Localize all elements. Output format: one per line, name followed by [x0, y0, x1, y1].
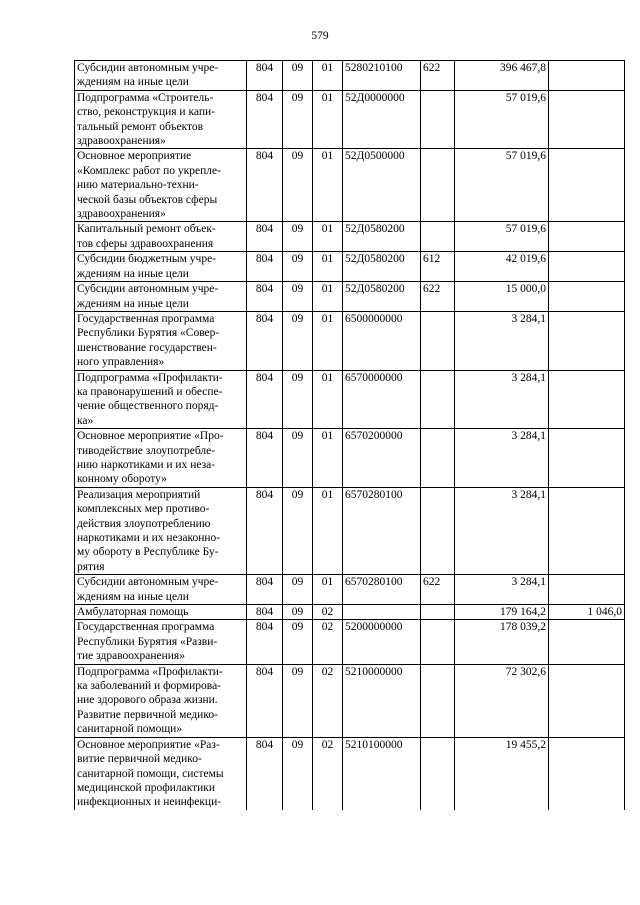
expense-type-cell — [421, 664, 455, 737]
target-article-cell: 6570280100 — [343, 575, 421, 605]
budget-table — [74, 60, 625, 810]
expense-name-line: витие первичной медико- — [77, 753, 202, 766]
ministry-code-cell: 804 — [247, 429, 283, 488]
amount-cell: 57 019,6 — [455, 90, 549, 149]
expense-name-line: рятия — [77, 560, 105, 573]
target-article-cell: 5280210100 — [343, 61, 421, 91]
expense-name-line: ка заболеваний и формирова- — [77, 680, 222, 693]
section-code-cell: 09 — [283, 429, 313, 488]
subsection-code-cell: 01 — [313, 282, 343, 312]
expense-name-line: комплексных мер противо- — [77, 503, 210, 516]
expense-type-cell: 612 — [421, 252, 455, 282]
expense-name-line: действия злоупотреблению — [77, 517, 211, 530]
target-article-cell — [343, 605, 421, 620]
ministry-code-cell: 804 — [247, 664, 283, 737]
expense-name-line: Республики Бурятия «Совер- — [77, 327, 220, 340]
expense-name-cell — [75, 90, 247, 149]
expense-name-line: ческой базы объектов сферы — [77, 193, 218, 206]
expense-name-line: Основное мероприятие «Про- — [77, 430, 224, 443]
expense-name-line: Субсидии бюджетным учре- — [77, 253, 217, 266]
expense-name-line: Государственная программа — [77, 312, 215, 325]
subsection-code-cell: 01 — [313, 311, 343, 370]
expense-name-line: Развитие первичной медико- — [77, 708, 218, 721]
expense-name-line: тие здравоохранения» — [77, 650, 185, 663]
subsection-code-cell: 01 — [313, 90, 343, 149]
expense-name-cell — [75, 370, 247, 429]
expense-name-line: шенствование государствен- — [77, 341, 217, 354]
expense-name-line: нию материально-техни- — [77, 179, 199, 192]
expense-name-line: Основное мероприятие «Раз- — [77, 738, 220, 751]
expense-name-line: ждениям на иные цели — [77, 297, 189, 310]
expense-type-cell — [421, 620, 455, 664]
expense-name-cell — [75, 487, 247, 574]
expense-name-line: Подпрограмма «Профилакти- — [77, 371, 223, 384]
expense-name-line: Субсидии автономным учре- — [77, 283, 219, 296]
expense-name-cell — [75, 575, 247, 605]
ministry-code-cell: 804 — [247, 605, 283, 620]
subsection-code-cell: 01 — [313, 149, 343, 222]
section-code-cell: 09 — [283, 311, 313, 370]
additional-amount-cell — [549, 429, 625, 488]
expense-type-cell — [421, 222, 455, 252]
table-row — [75, 222, 625, 252]
expense-name-line: Амбулаторная помощь — [77, 606, 189, 619]
expense-name-cell — [75, 605, 247, 620]
section-code-cell: 09 — [283, 370, 313, 429]
section-code-cell: 09 — [283, 737, 313, 810]
table-row — [75, 620, 625, 664]
section-code-cell: 09 — [283, 664, 313, 737]
subsection-code-cell: 01 — [313, 222, 343, 252]
target-article-cell: 6570200000 — [343, 429, 421, 488]
table-row — [75, 149, 625, 222]
expense-name-line: тов сферы здравоохранения — [77, 237, 214, 250]
section-code-cell: 09 — [283, 222, 313, 252]
additional-amount-cell — [549, 620, 625, 664]
section-code-cell: 09 — [283, 61, 313, 91]
expense-name-line: Подпрограмма «Строитель- — [77, 91, 214, 104]
subsection-code-cell: 02 — [313, 664, 343, 737]
ministry-code-cell: 804 — [247, 737, 283, 810]
table-row — [75, 737, 625, 810]
target-article-cell: 6500000000 — [343, 311, 421, 370]
additional-amount-cell — [549, 487, 625, 574]
expense-name-line: наркотиками и их незаконно- — [77, 532, 221, 544]
expense-type-cell — [421, 605, 455, 620]
expense-type-cell: 622 — [421, 61, 455, 91]
ministry-code-cell: 804 — [247, 252, 283, 282]
expense-type-cell — [421, 370, 455, 429]
ministry-code-cell: 804 — [247, 487, 283, 574]
amount-cell: 19 455,2 — [455, 737, 549, 810]
section-code-cell: 09 — [283, 149, 313, 222]
expense-name-line: Субсидии автономным учре- — [77, 62, 219, 74]
additional-amount-cell: 1 046,0 — [549, 605, 625, 620]
expense-name-cell — [75, 620, 247, 664]
expense-name-cell — [75, 61, 247, 91]
subsection-code-cell: 02 — [313, 620, 343, 664]
expense-name-line: Основное мероприятие — [77, 150, 192, 163]
additional-amount-cell — [549, 252, 625, 282]
target-article-cell: 5210000000 — [343, 664, 421, 737]
section-code-cell: 09 — [283, 620, 313, 664]
expense-name-cell — [75, 282, 247, 312]
expense-name-cell — [75, 222, 247, 252]
target-article-cell: 52Д0580200 — [343, 282, 421, 312]
expense-name-line: ка правонарушений и обеспе- — [77, 385, 223, 398]
additional-amount-cell — [549, 737, 625, 810]
table-row — [75, 61, 625, 91]
expense-name-line: ство, реконструкция и капи- — [77, 106, 215, 119]
expense-name-line: Республики Бурятия «Разви- — [77, 635, 218, 648]
amount-cell: 57 019,6 — [455, 149, 549, 222]
expense-name-cell — [75, 149, 247, 222]
expense-type-cell — [421, 90, 455, 149]
expense-type-cell — [421, 737, 455, 810]
expense-name-line: здравоохранения» — [77, 208, 166, 221]
target-article-cell: 6570280100 — [343, 487, 421, 574]
additional-amount-cell — [549, 282, 625, 312]
target-article-cell: 52Д0580200 — [343, 222, 421, 252]
expense-name-line: му обороту в Республике Бу- — [77, 546, 219, 559]
expense-type-cell: 622 — [421, 282, 455, 312]
ministry-code-cell: 804 — [247, 61, 283, 91]
section-code-cell: 09 — [283, 252, 313, 282]
table-row — [75, 575, 625, 605]
expense-name-line: ждениям на иные цели — [77, 267, 189, 280]
expense-name-line: тальный ремонт объектов — [77, 120, 204, 133]
additional-amount-cell — [549, 222, 625, 252]
amount-cell: 3 284,1 — [455, 575, 549, 605]
expense-name-line: Реализация мероприятий — [77, 488, 201, 501]
additional-amount-cell — [549, 90, 625, 149]
expense-name-line: Подпрограмма «Профилакти- — [77, 665, 223, 678]
expense-name-line: чение общественного поряд- — [77, 400, 219, 413]
target-article-cell: 52Д0000000 — [343, 90, 421, 149]
target-article-cell: 6570000000 — [343, 370, 421, 429]
table-row — [75, 664, 625, 737]
section-code-cell: 09 — [283, 575, 313, 605]
expense-name-line: санитарной помощи, системы — [77, 767, 224, 780]
expense-name-line: здравоохранения» — [77, 135, 166, 148]
amount-cell: 3 284,1 — [455, 429, 549, 488]
table-row — [75, 370, 625, 429]
expense-name-line: инфекционных и неинфекци- — [77, 796, 222, 809]
page-number: 579 — [311, 30, 329, 42]
amount-cell: 3 284,1 — [455, 370, 549, 429]
expense-name-line: санитарной помощи» — [77, 723, 183, 736]
target-article-cell: 5200000000 — [343, 620, 421, 664]
expense-name-line: ние здорового образа жизни. — [77, 694, 218, 707]
additional-amount-cell — [549, 370, 625, 429]
table-row — [75, 429, 625, 488]
expense-name-cell — [75, 429, 247, 488]
target-article-cell: 52Д0500000 — [343, 149, 421, 222]
subsection-code-cell: 01 — [313, 575, 343, 605]
amount-cell: 396 467,8 — [455, 61, 549, 91]
table-row — [75, 487, 625, 574]
expense-name-line: Субсидии автономным учре- — [77, 576, 219, 589]
amount-cell: 15 000,0 — [455, 282, 549, 312]
ministry-code-cell: 804 — [247, 620, 283, 664]
additional-amount-cell — [549, 575, 625, 605]
ministry-code-cell: 804 — [247, 575, 283, 605]
subsection-code-cell: 01 — [313, 370, 343, 429]
table-row — [75, 605, 625, 620]
subsection-code-cell: 02 — [313, 737, 343, 810]
additional-amount-cell — [549, 61, 625, 91]
expense-type-cell — [421, 149, 455, 222]
target-article-cell: 52Д0580200 — [343, 252, 421, 282]
section-code-cell: 09 — [283, 90, 313, 149]
table-row — [75, 282, 625, 312]
section-code-cell: 09 — [283, 605, 313, 620]
expense-name-line: Капитальный ремонт объек- — [77, 223, 216, 236]
additional-amount-cell — [549, 664, 625, 737]
expense-name-line: ждениям на иные цели — [77, 590, 189, 603]
expense-name-line: ждениям на иные цели — [77, 76, 189, 89]
expense-name-cell — [75, 737, 247, 810]
subsection-code-cell: 01 — [313, 429, 343, 488]
expense-type-cell — [421, 311, 455, 370]
expense-name-cell — [75, 664, 247, 737]
ministry-code-cell: 804 — [247, 282, 283, 312]
expense-name-line: тиводействие злоупотребле- — [77, 444, 216, 457]
expense-name-line: ка» — [77, 414, 94, 427]
amount-cell: 42 019,6 — [455, 252, 549, 282]
table-row — [75, 252, 625, 282]
table-row — [75, 90, 625, 149]
expense-name-cell — [75, 311, 247, 370]
amount-cell: 57 019,6 — [455, 222, 549, 252]
amount-cell: 3 284,1 — [455, 311, 549, 370]
additional-amount-cell — [549, 149, 625, 222]
expense-name-cell — [75, 252, 247, 282]
expense-type-cell: 622 — [421, 575, 455, 605]
expense-name-line: конному обороту» — [77, 473, 167, 486]
amount-cell: 178 039,2 — [455, 620, 549, 664]
expense-type-cell — [421, 429, 455, 488]
ministry-code-cell: 804 — [247, 149, 283, 222]
additional-amount-cell — [549, 311, 625, 370]
subsection-code-cell: 01 — [313, 61, 343, 91]
target-article-cell: 5210100000 — [343, 737, 421, 810]
section-code-cell: 09 — [283, 487, 313, 574]
expense-name-line: медицинской профилактики — [77, 781, 216, 794]
amount-cell: 72 302,6 — [455, 664, 549, 737]
amount-cell: 179 164,2 — [455, 605, 549, 620]
table-row — [75, 311, 625, 370]
expense-name-line: Государственная программа — [77, 621, 215, 634]
subsection-code-cell: 02 — [313, 605, 343, 620]
section-code-cell: 09 — [283, 282, 313, 312]
subsection-code-cell: 01 — [313, 487, 343, 574]
amount-cell: 3 284,1 — [455, 487, 549, 574]
expense-type-cell — [421, 487, 455, 574]
ministry-code-cell: 804 — [247, 222, 283, 252]
ministry-code-cell: 804 — [247, 90, 283, 149]
ministry-code-cell: 804 — [247, 370, 283, 429]
expense-name-line: ного управления» — [77, 356, 165, 369]
subsection-code-cell: 01 — [313, 252, 343, 282]
expense-name-line: «Комплекс работ по укрепле- — [77, 164, 221, 177]
ministry-code-cell: 804 — [247, 311, 283, 370]
expense-name-line: нию наркотиками и их неза- — [77, 458, 216, 471]
